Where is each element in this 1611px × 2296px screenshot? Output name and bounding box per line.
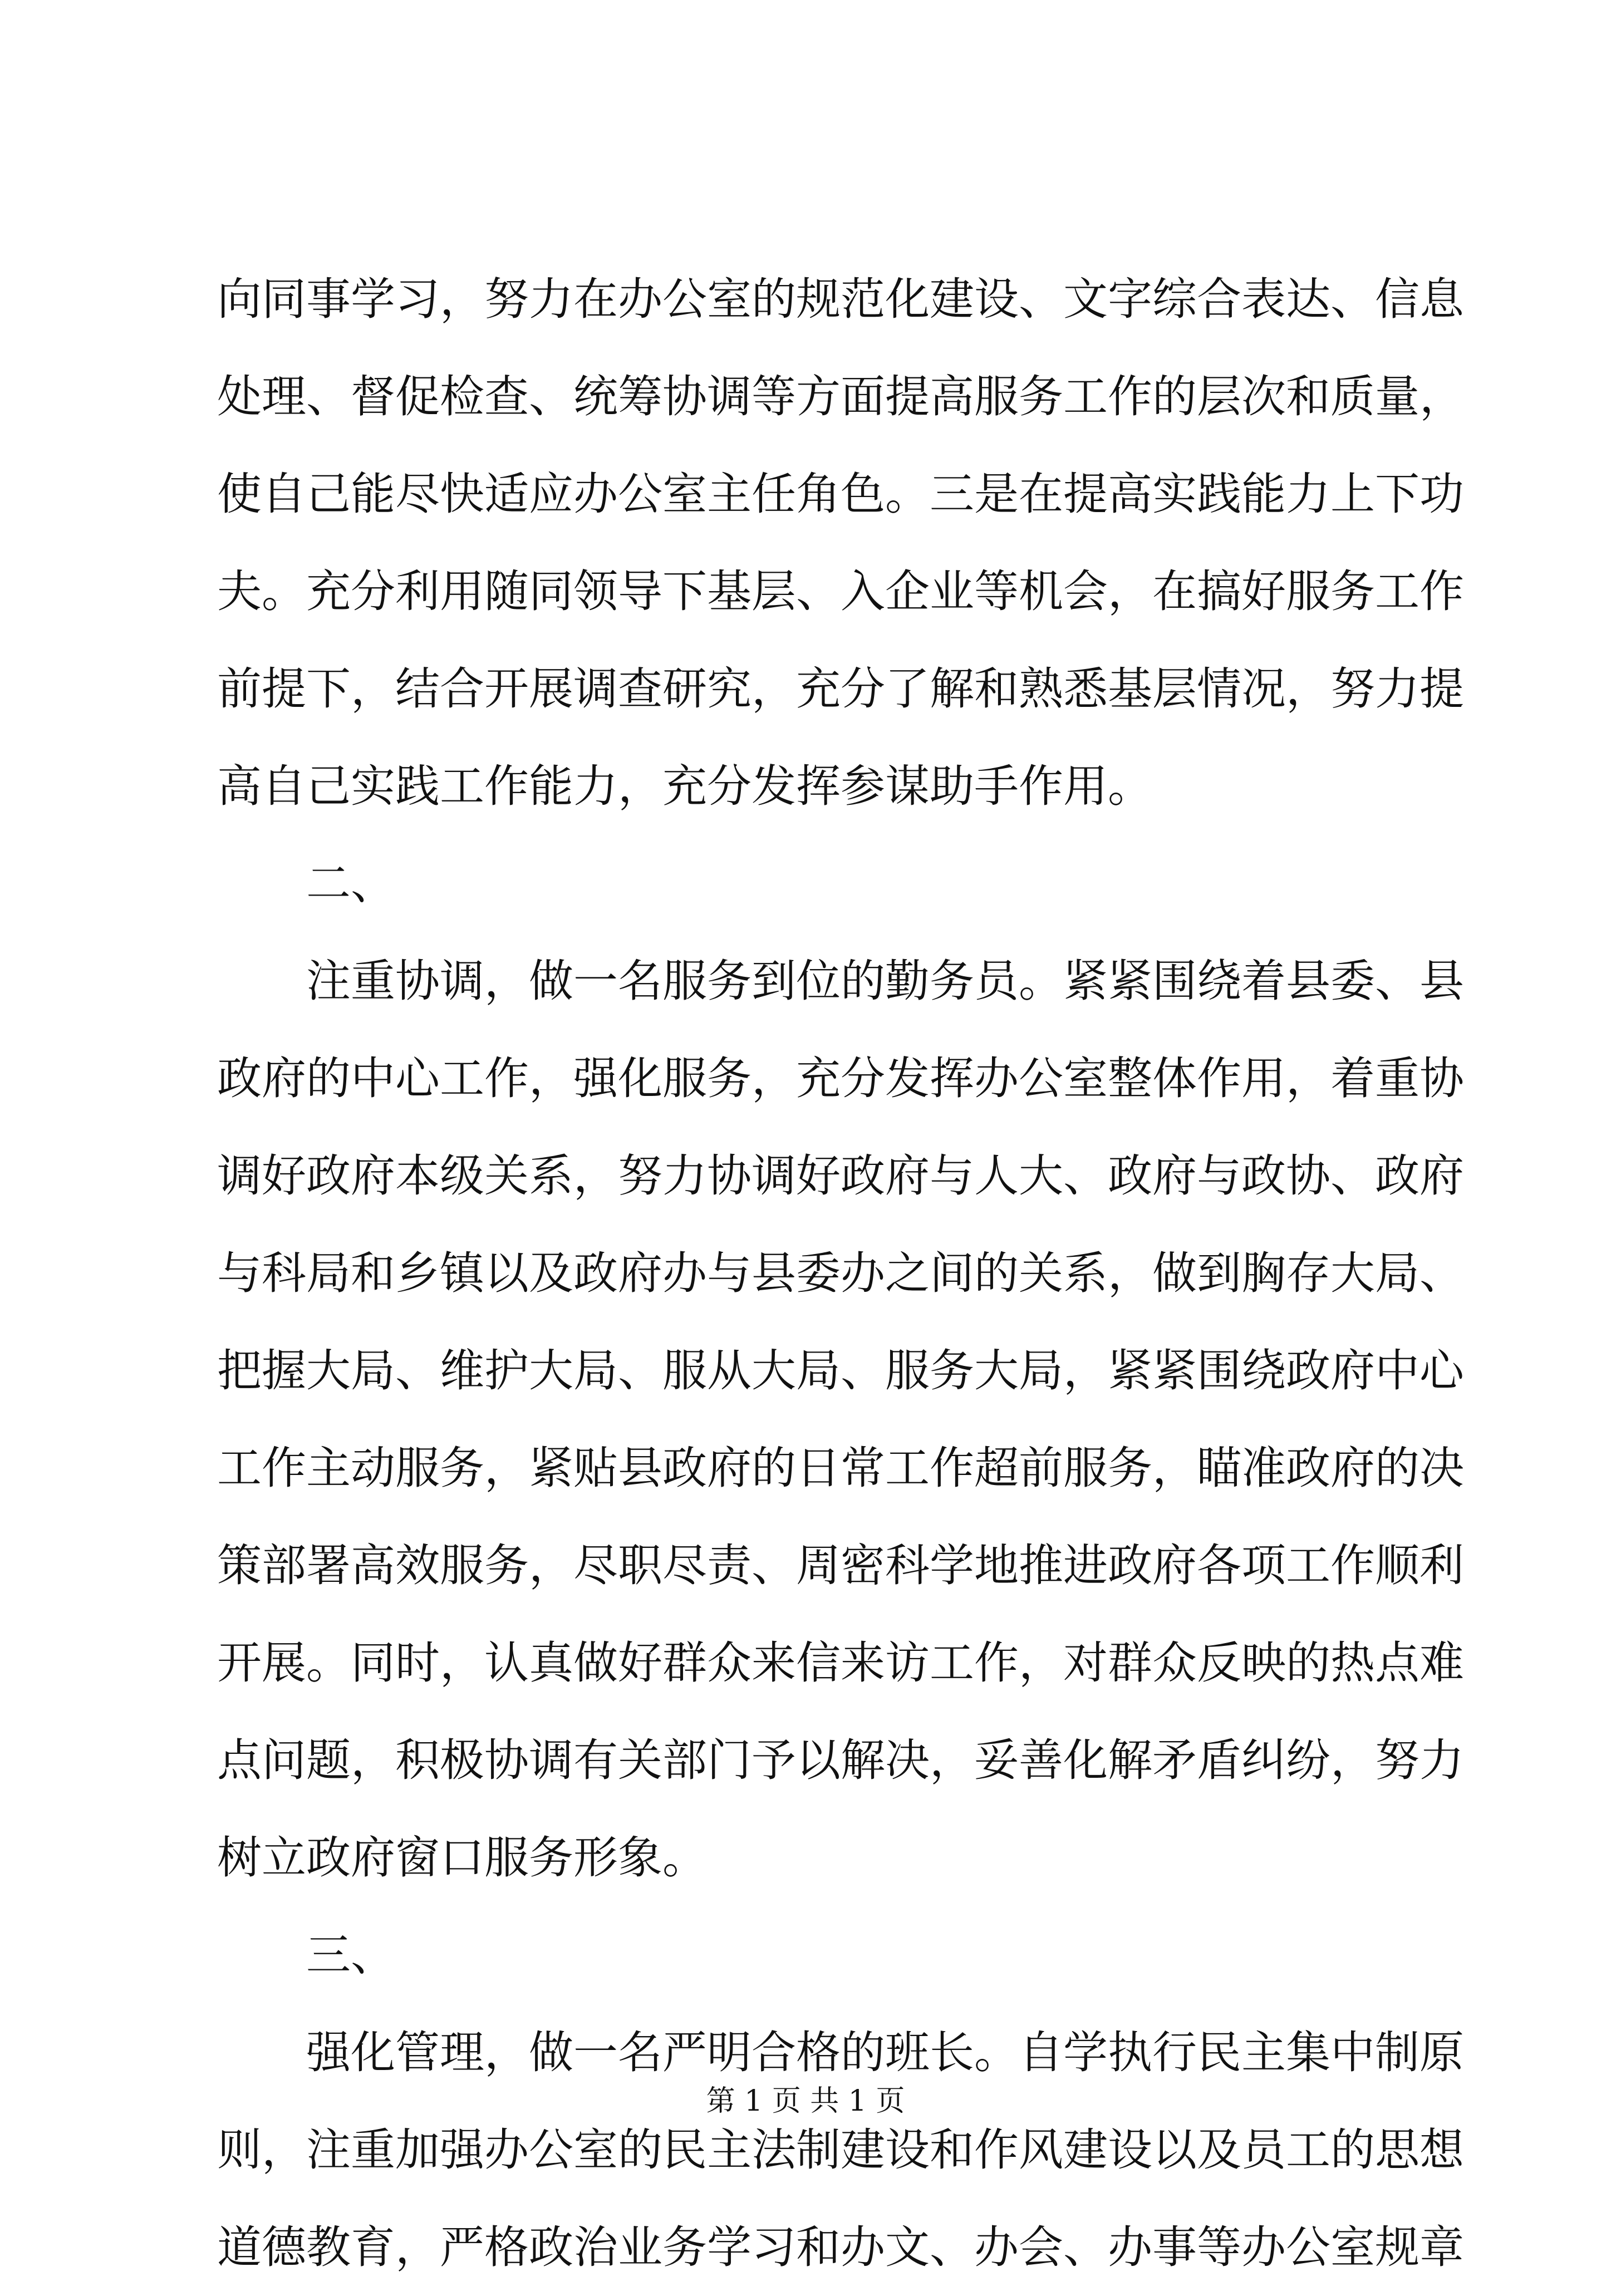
paragraph-3-line-3: 道德教育，严格政治业务学习和办文、办会、办事等办公室规章: [217, 2221, 1464, 2273]
paragraph-1-line-1: 向同事学习，努力在办公室的规范化建设、文字综合表达、信息: [217, 273, 1464, 325]
paragraph-2-line-4: 与科局和乡镇以及政府办与县委办之间的关系，做到胸存大局、: [217, 1247, 1464, 1299]
paragraph-1-line-4: 夫。充分利用随同领导下基层、入企业等机会，在搞好服务工作: [217, 566, 1464, 617]
paragraph-2: [217, 932, 1464, 1906]
paragraph-2-line-8: 开展。同时，认真做好群众来信来访工作，对群众反映的热点难: [217, 1637, 1464, 1689]
paragraph-2-line-7: 策部署高效服务，尽职尽责、周密科学地推进政府各项工作顺利: [217, 1540, 1464, 1591]
paragraph-2-line-9: 点问题，积极协调有关部门予以解决，妥善化解矛盾纠纷，努力: [217, 1734, 1464, 1786]
paragraph-2-line-6: 工作主动服务，紧贴县政府的日常工作超前服务，瞄准政府的决: [217, 1442, 1464, 1494]
paragraph-2-line-5: 把握大局、维护大局、服从大局、服务大局，紧紧围绕政府中心: [217, 1345, 1464, 1397]
paragraph-2-line-3: 调好政府本级关系，努力协调好政府与人大、政府与政协、政府: [217, 1150, 1464, 1202]
section-heading-3: 三、: [306, 1929, 395, 1981]
paragraph-1-line-3: 使自己能尽快适应办公室主任角色。三是在提高实践能力上下功: [217, 468, 1464, 520]
paragraph-3-line-2: 则，注重加强办公室的民主法制建设和作风建设以及员工的思想: [217, 2124, 1464, 2176]
paragraph-2-line-10: 树立政府窗口服务形象。: [217, 1832, 707, 1884]
paragraph-1-line-5: 前提下，结合开展调查研究，充分了解和熟悉基层情况，努力提: [217, 663, 1464, 715]
paragraph-3: [217, 2004, 1464, 2296]
page-footer: 第 1 页 共 1 页: [706, 2084, 905, 2118]
paragraph-1-line-6: 高自己实践工作能力，充分发挥参谋助手作用。: [217, 760, 1152, 812]
paragraph-2-line-2: 政府的中心工作，强化服务，充分发挥办公室整体作用，着重协: [217, 1053, 1464, 1104]
paragraph-1: [217, 250, 1464, 835]
paragraph-1-line-2: 处理、督促检查、统筹协调等方面提高服务工作的层次和质量，: [217, 371, 1464, 422]
paragraph-2-line-1: 注重协调，做一名服务到位的勤务员。紧紧围绕着县委、县: [306, 955, 1464, 1007]
paragraph-3-line-1: 强化管理，做一名严明合格的班长。自学执行民主集中制原: [306, 2027, 1464, 2078]
document-body: [217, 250, 1464, 2296]
section-heading-2: 二、: [306, 858, 395, 909]
